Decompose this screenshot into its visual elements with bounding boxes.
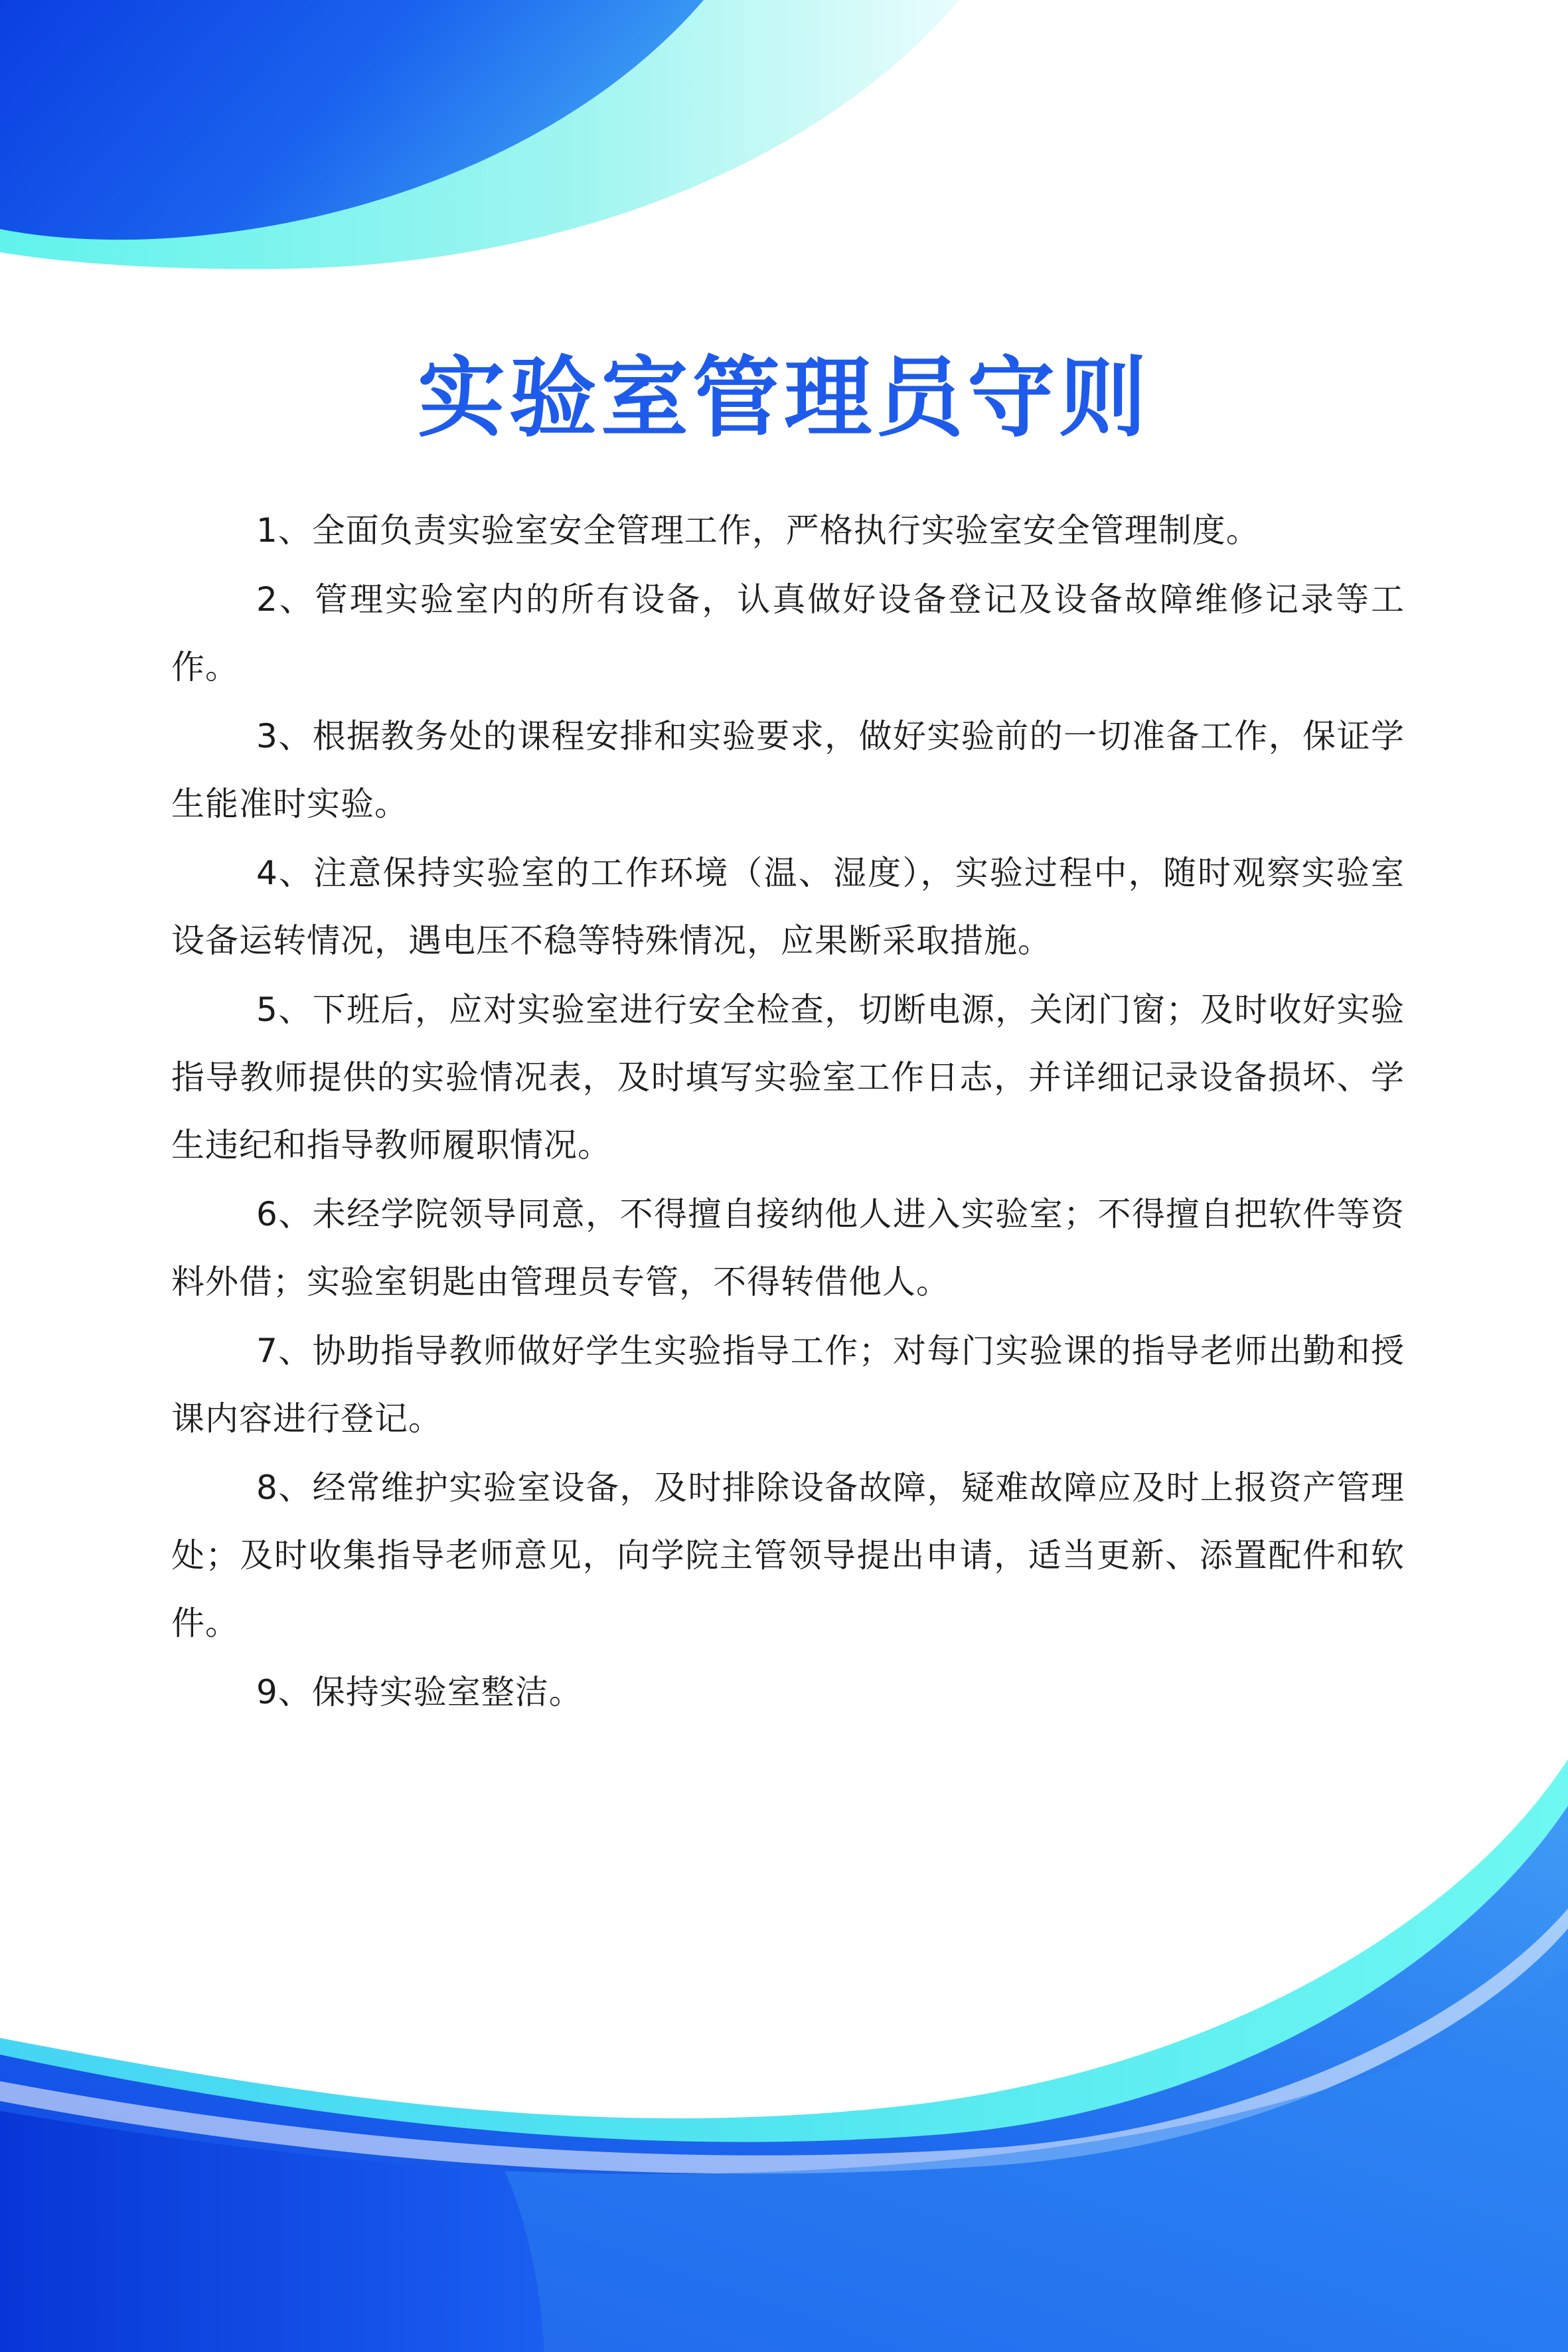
rule-item-8: 8、经常维护实验室设备，及时排除设备故障，疑难故障应及时上报资产管理处；及时收集指导老师意见，向学院主管领导提出申请，适当更新、添置配件和软件。	[171, 1468, 1405, 1642]
rules-list	[171, 497, 1405, 1727]
page-title: 实验室管理员守则	[418, 347, 1150, 449]
rule-item-1: 1、全面负责实验室安全管理工作，严格执行实验室安全管理制度。	[256, 511, 1260, 550]
rule-item-7: 7、协助指导教师做好学生实验指导工作；对每门实验课的指导老师出勤和授课内容进行登记。	[171, 1332, 1405, 1438]
rule-item-5: 5、下班后，应对实验室进行安全检查，切断电源，关闭门窗；及时收好实验指导教师提供的实验情况表，及时填写实验室工作日志，并详细记录设备损坏、学生违纪和指导教师履职情况。	[171, 990, 1405, 1164]
rule-item-4: 4、注意保持实验室的工作环境（温、湿度），实验过程中，随时观察实验室设备运转情况，遇电压不稳等特殊情况，应果断采取措施。	[171, 854, 1405, 960]
rule-item-2: 2、管理实验室内的所有设备，认真做好设备登记及设备故障维修记录等工作。	[171, 580, 1405, 686]
rule-item-9: 9、保持实验室整洁。	[256, 1673, 583, 1711]
rule-item-6: 6、未经学院领导同意，不得擅自接纳他人进入实验室；不得擅自把软件等资料外借；实验室钥匙由管理员专管，不得转借他人。	[171, 1195, 1405, 1301]
rule-item-3: 3、根据教务处的课程安排和实验要求，做好实验前的一切准备工作，保证学生能准时实验。	[171, 717, 1405, 823]
